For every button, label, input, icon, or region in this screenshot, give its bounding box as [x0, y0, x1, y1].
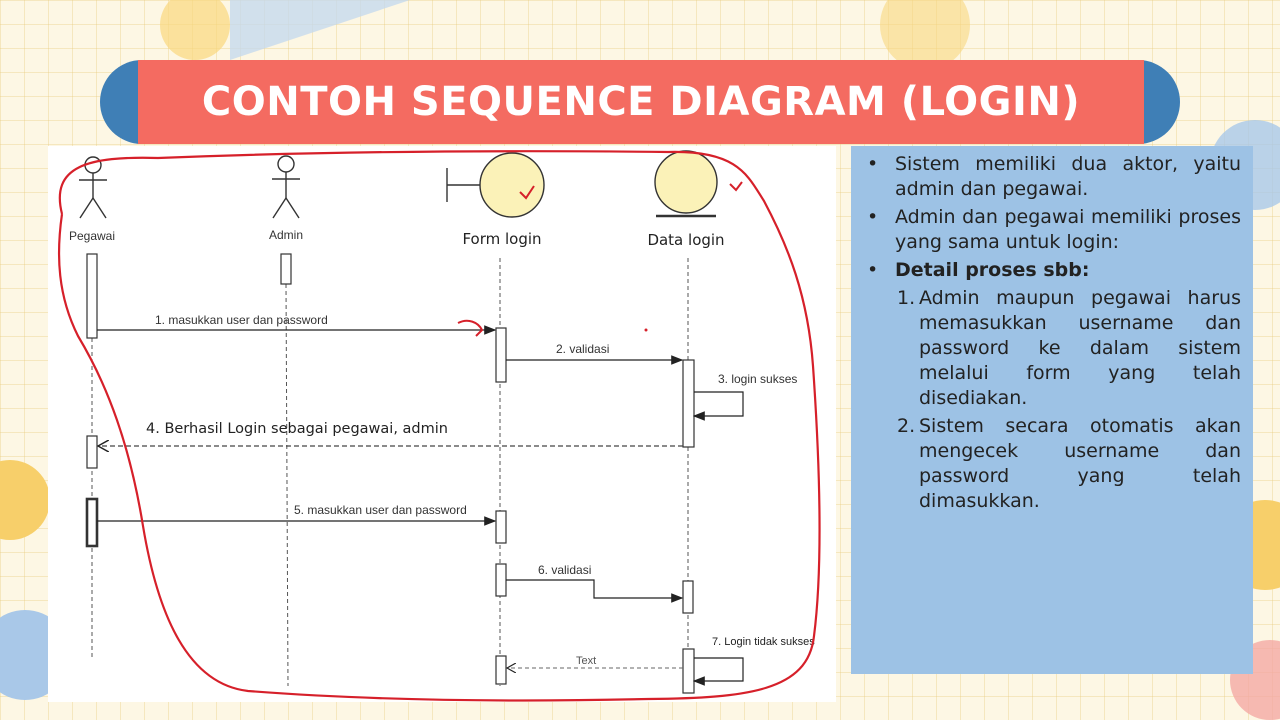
step-number: 1.: [897, 287, 916, 309]
step-item: [897, 414, 1241, 514]
bullet-marker: •: [867, 259, 879, 281]
entity-data-login-icon: [655, 151, 717, 216]
note-item-heading: [867, 258, 1241, 283]
decor-circle: [160, 0, 230, 60]
lifeline-label-data-login: Data login: [647, 231, 725, 249]
decor-triangle: [230, 0, 410, 60]
message-5-label: 5. masukkan user dan password: [294, 503, 467, 517]
message-6-label: 6. validasi: [538, 563, 592, 577]
message-3-label: 3. login sukses: [718, 372, 798, 386]
red-annotation-check-mark: [730, 182, 742, 190]
step-item: [897, 286, 1241, 411]
page-title: CONTOH SEQUENCE DIAGRAM (LOGIN): [201, 79, 1081, 125]
note-text: Admin dan pegawai memiliki proses yang sama untuk login:: [895, 206, 1241, 253]
title-banner: [138, 60, 1144, 144]
note-item: [867, 205, 1241, 255]
message-7-label: 7. Login tidak sukses: [712, 636, 815, 648]
boundary-form-login-icon: [447, 153, 544, 217]
lifeline-label-pegawai: Pegawai: [68, 229, 116, 243]
message-7-arrow: [694, 658, 743, 681]
message-1-label: 1. masukkan user dan password: [155, 313, 328, 327]
step-text: Sistem secara otomatis akan mengecek username dan password yang telah dimasukkan.: [919, 415, 1241, 512]
red-annotation-arrow-mark: [458, 321, 482, 336]
message-6-arrow: [506, 580, 682, 598]
lifeline-label-form-login: Form login: [462, 230, 542, 248]
step-number: 2.: [897, 415, 916, 437]
step-text: Admin maupun pegawai harus memasukkan username dan password ke dalam sistem melalui form yang telah disediakan.: [919, 287, 1241, 409]
sequence-diagram-canvas: [48, 146, 836, 702]
sequence-diagram: [48, 146, 836, 702]
message-2-label: 2. validasi: [556, 342, 610, 356]
decor-circle: [0, 460, 50, 540]
red-annotation-dot: [645, 329, 648, 332]
note-text: Sistem memiliki dua aktor, yaitu admin dan pegawai.: [895, 153, 1241, 200]
message-3-arrow: [694, 392, 743, 416]
note-heading-text: Detail proses sbb:: [895, 259, 1090, 281]
lifeline-label-admin: Admin: [268, 228, 304, 242]
bullet-marker: •: [867, 153, 879, 175]
message-4-label: 4. Berhasil Login sebagai pegawai, admin: [146, 421, 448, 437]
note-item: [867, 152, 1241, 202]
notes-panel: [851, 146, 1253, 674]
return-text-label: Text: [576, 655, 597, 667]
bullet-marker: •: [867, 206, 879, 228]
actor-admin-icon: [272, 156, 300, 218]
